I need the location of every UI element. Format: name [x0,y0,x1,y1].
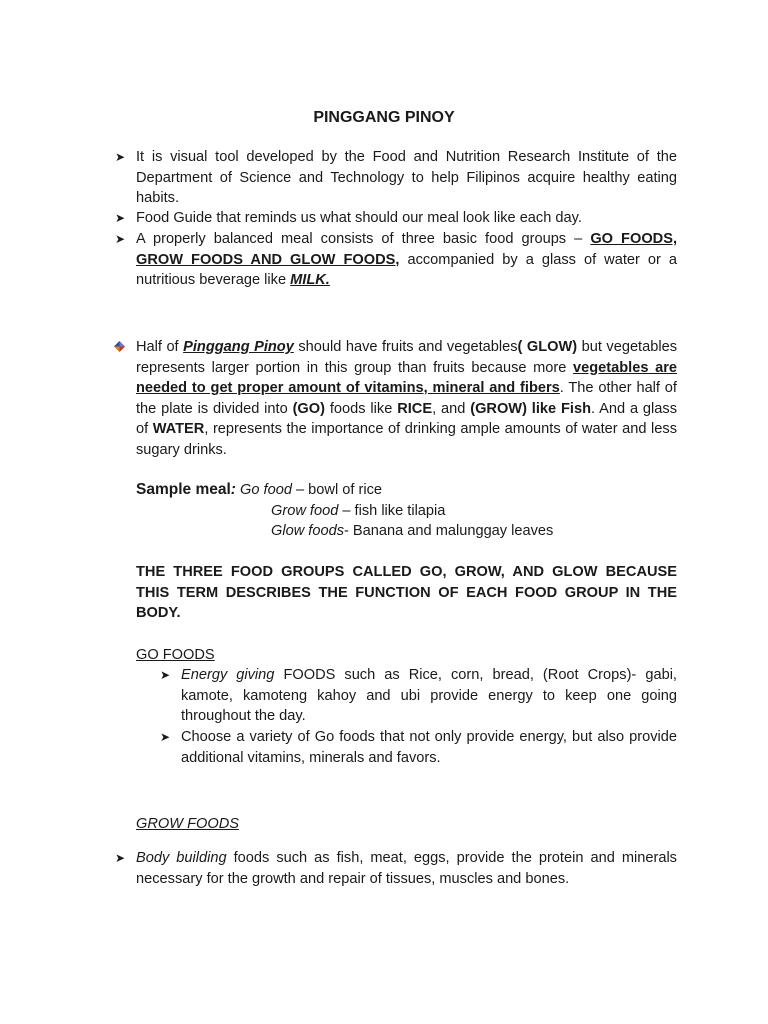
text: accompanied by a glass of water or a nutritious beverage like [136,251,678,288]
glow-food-label: Glow foods [271,523,345,539]
energy-giving-emphasis: Energy giving [181,667,275,683]
sample-meal-label: Sample meal [136,481,231,498]
milk-emphasis: MILK. [290,272,330,288]
grow-food-label: Grow food [271,503,339,519]
page-title: PINGGANG PINOY [313,109,455,126]
glow-emphasis: ( GLOW) [517,339,578,355]
grow-foods-heading [136,814,239,835]
text: FOODS such as Rice, corn, bread, (Root Crops)- gabi, kamote, kamoteng kahoy and ubi provide energy to keep one going throughout the day. [181,667,677,724]
go-food-label: Go food [240,482,292,498]
intro-bullet-2: Food Guide that reminds us what should our meal look like each day. [136,210,582,226]
text: Half of [136,339,184,355]
text: A properly balanced meal consists of three basic food groups – [136,231,591,247]
grow-foods-heading-text: GROW FOODS [136,816,239,832]
glow-food-text: - Banana and malunggay leaves [344,523,554,539]
arrow-bullet-icon: ➤ [115,232,126,246]
three-groups-statement: THE THREE FOOD GROUPS CALLED GO, GROW, AND GLOW BECAUSE THIS TERM DESCRIBES THE FUNCTION OF EACH FOOD GROUP IN THE BODY. [136,564,677,621]
half-plate-paragraph [136,337,677,460]
text: foods such as fish, meat, eggs, provide the protein and minerals necessary for the growth and repair of tissues, muscles and bones. [136,850,677,887]
go-foods-bullet-1 [181,665,677,727]
go-foods-heading-text: GO FOODS [136,647,215,663]
text: , represents the importance of drinking ample amounts of water and less sugary drinks. [136,421,677,458]
vegetables-emphasis: vegetables are needed to get proper amount of vitamins, mineral and fibers [136,359,677,396]
arrow-bullet-icon: ➤ [115,150,126,164]
text: : [230,481,236,498]
text: . The other half of the plate is divided into [136,380,677,417]
body-building-emphasis: Body building [136,850,227,866]
go-foods-bullet-2: Choose a variety of Go foods that not only provide energy, but also provide additional vitamins, minerals and favors. [181,729,677,766]
intro-bullet-1: It is visual tool developed by the Food and Nutrition Research Institute of the Department of Science and Technology to help Filipinos acquire healthy eating habits. [136,149,677,206]
grow-emphasis: (GROW) like Fish [470,400,592,417]
text: but vegetables represents larger portion in this group than fruits because more [136,339,678,376]
arrow-bullet-icon: ➤ [115,211,126,225]
sample-meal-glow [271,521,553,542]
go-emphasis: (GO) [292,400,325,417]
text: should have fruits and vegetables [293,339,518,355]
food-groups-emphasis: GO FOODS, GROW FOODS AND GLOW FOODS, [136,231,677,268]
go-food-text: – bowl of rice [291,482,382,498]
text: . And a glass of [136,400,678,437]
pinggang-pinoy-emphasis: Pinggang Pinoy [183,339,294,355]
arrow-bullet-icon: ➤ [115,851,126,865]
text: foods like [325,400,398,417]
sample-meal-grow [271,501,445,522]
grow-food-text: – fish like tilapia [338,503,446,519]
grow-foods-bullet-1 [136,848,677,889]
go-foods-heading [136,645,215,666]
diamond-bullet-icon [114,341,125,352]
arrow-bullet-icon: ➤ [160,668,171,682]
text: , and [432,400,471,417]
water-emphasis: WATER [152,421,205,437]
intro-bullet-3 [136,229,677,291]
sample-meal-go [136,480,382,501]
arrow-bullet-icon: ➤ [160,730,171,744]
rice-emphasis: RICE [397,400,433,417]
